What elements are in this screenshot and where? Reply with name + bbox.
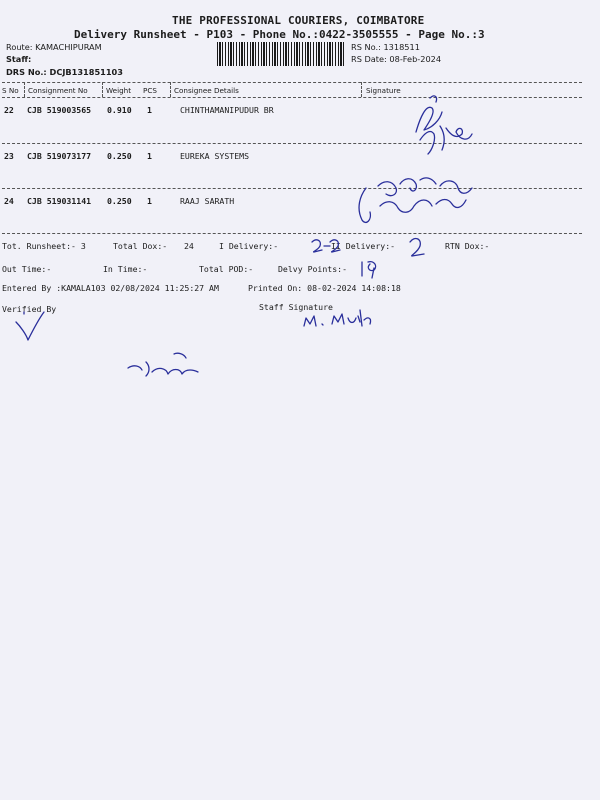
- in-time-label: In Time:-: [103, 264, 148, 274]
- row-weight: 0.250: [107, 151, 132, 161]
- signature-row-24: [359, 178, 472, 223]
- row-sno: 24: [4, 196, 14, 206]
- verified-by-label: Verified By: [2, 304, 57, 314]
- staff-signature: [304, 310, 371, 326]
- row-sno: 23: [4, 151, 14, 161]
- ii-delivery-label: II Delivery:-: [331, 241, 396, 251]
- row-consignment: CJB 519031141: [27, 196, 92, 206]
- total-pod-label: Total POD:-: [199, 264, 254, 274]
- rs-date: RS Date: 08-Feb-2024: [351, 54, 442, 64]
- col-header-weight: Weight: [106, 86, 132, 95]
- printed-on: Printed On: 08-02-2024 14:08:18: [248, 283, 401, 293]
- row-consignee: RAAJ SARATH: [180, 196, 235, 206]
- verified-signature: [16, 312, 44, 340]
- staff-label: Staff:: [6, 54, 32, 64]
- col-header-pcs: PCS: [143, 86, 157, 95]
- tot-runsheet: Tot. Runsheet:- 3: [2, 241, 86, 251]
- rs-number: RS No.: 1318511: [351, 42, 420, 52]
- document-title: THE PROFESSIONAL COURIERS, COIMBATORE: [172, 14, 425, 27]
- row-pcs: 1: [147, 105, 152, 115]
- rtn-dox-label: RTN Dox:-: [445, 241, 490, 251]
- row-consignee: EUREKA SYSTEMS: [180, 151, 250, 161]
- handwritten-ii-delivery: [410, 239, 424, 256]
- col-header-sno: S No: [2, 86, 19, 95]
- staff-signature-label: Staff Signature: [259, 302, 333, 312]
- col-header-signature: Signature: [366, 86, 401, 95]
- row-consignment: CJB 519003565: [27, 105, 92, 115]
- row-weight: 0.250: [107, 196, 132, 206]
- drs-number: DRS No.: DCJB131851103: [6, 67, 123, 77]
- entered-by: Entered By :KAMALA103 02/08/2024 11:25:27 AM: [2, 283, 219, 293]
- delvy-points-label: Delvy Points:-: [278, 264, 348, 274]
- row-weight: 0.910: [107, 105, 132, 115]
- signature-row-22: [416, 96, 472, 154]
- row-sno: 22: [4, 105, 14, 115]
- out-time-label: Out Time:-: [2, 264, 52, 274]
- total-dox-label: Total Dox:-: [113, 241, 168, 251]
- i-delivery-label: I Delivery:-: [219, 241, 279, 251]
- route-label: Route: KAMACHIPURAM: [6, 42, 102, 52]
- handwritten-i-delivery: [312, 240, 340, 252]
- row-pcs: 1: [147, 196, 152, 206]
- handwritten-delvy-points: [362, 262, 376, 278]
- col-header-consignee: Consignee Details: [174, 86, 239, 95]
- row-pcs: 1: [147, 151, 152, 161]
- document-subtitle: Delivery Runsheet - P103 - Phone No.:0422-3505555 - Page No.:3: [74, 28, 485, 41]
- total-dox-value: 24: [184, 241, 194, 251]
- row-consignment: CJB 519073177: [27, 151, 92, 161]
- row-consignee: CHINTHAMANIPUDUR BR: [180, 105, 274, 115]
- ink-scribble: [128, 353, 198, 376]
- col-header-consignment: Consignment No: [28, 86, 88, 95]
